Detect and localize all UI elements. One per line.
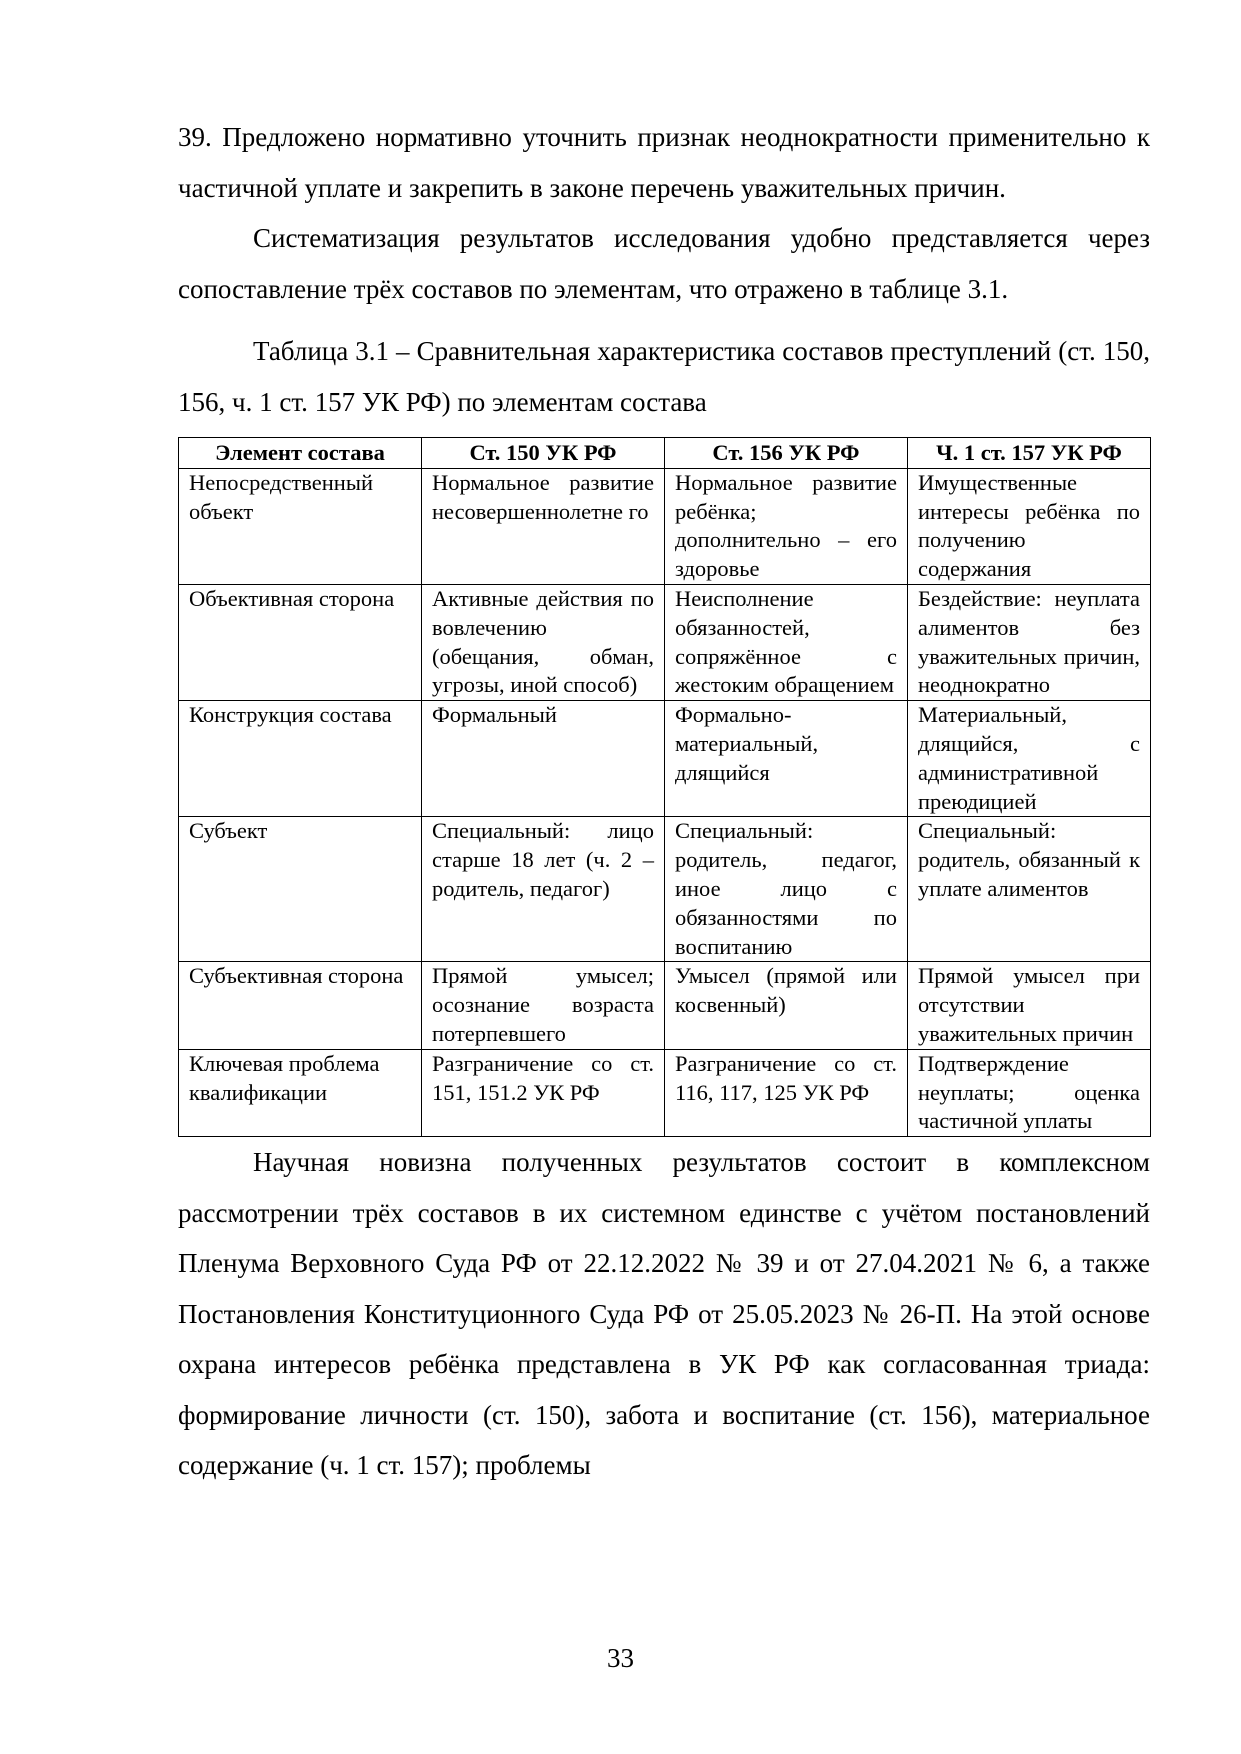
table-cell: Разграничение со ст. 116, 117, 125 УК РФ — [664, 1049, 907, 1136]
table-cell: Подтверждение неуплаты; оценка частичной уплаты — [907, 1049, 1150, 1136]
table-cell: Нормальное развитие несовершеннолетне го — [421, 468, 664, 584]
table-cell: Имущественные интересы ребёнка по получению содержания — [907, 468, 1150, 584]
table-row — [179, 584, 1151, 700]
row-label: Конструкция состава — [179, 701, 422, 817]
paragraph-scientific-novelty: Научная новизна полученных результатов состоит в комплексном рассмотрении трёх составов в их системном единстве с учётом постановлений Пленума Верховного Суда РФ от 22.12.2022 № 39 и от 27.04.2021 № 6, а также Постановления Конституционного Суда РФ от 25.05.2023 № 26-П. На этой основе охрана интересов ребёнка представлена в УК РФ как согласованная триада: формирование личности (ст. 150), забота и воспитание (ст. 156), материальное содержание (ч. 1 ст. 157); проблемы — [178, 1147, 1150, 1481]
table-cell: Формальный — [421, 701, 664, 817]
table-row — [179, 962, 1151, 1049]
paragraph-systematization: Систематизация результатов исследования удобно представляется через сопоставление трёх составов по элементам, что отражено в таблице 3.1. — [178, 223, 1150, 304]
page-number: 33 — [607, 1643, 634, 1673]
table-cell: Прямой умысел при отсутствии уважительных причин — [907, 962, 1150, 1049]
paragraph-conclusion-39: 39. Предложено нормативно уточнить признак неоднократности применительно к частичной уплате и закрепить в законе перечень уважительных причин. — [178, 122, 1150, 203]
table-cell: Бездействие: неуплата алиментов без уважительных причин, неоднократно — [907, 584, 1150, 700]
header-art-156: Ст. 156 УК РФ — [664, 438, 907, 469]
table-header-row — [179, 438, 1151, 469]
table-row — [179, 468, 1151, 584]
table-cell: Нормальное развитие ребёнка; дополнительно – его здоровье — [664, 468, 907, 584]
table-row — [179, 817, 1151, 962]
page-content — [178, 112, 1150, 1491]
table-cell: Прямой умысел; осознание возраста потерпевшего — [421, 962, 664, 1049]
table-cell: Умысел (прямой или косвенный) — [664, 962, 907, 1049]
table-row — [179, 701, 1151, 817]
table-cell: Активные действия по вовлечению (обещания, обман, угрозы, иной способ) — [421, 584, 664, 700]
table-cell: Разграничение со ст. 151, 151.2 УК РФ — [421, 1049, 664, 1136]
row-label: Непосредственный объект — [179, 468, 422, 584]
table-cell: Специальный: лицо старше 18 лет (ч. 2 – родитель, педагог) — [421, 817, 664, 962]
table-cell: Материальный, длящийся, с административной преюдицией — [907, 701, 1150, 817]
comparison-table — [178, 437, 1151, 1137]
table-row — [179, 1049, 1151, 1136]
header-element: Элемент состава — [179, 438, 422, 469]
row-label: Объективная сторона — [179, 584, 422, 700]
table-caption: Таблица 3.1 – Сравнительная характеристика составов преступлений (ст. 150, 156, ч. 1 ст. 157 УК РФ) по элементам состава — [178, 336, 1150, 417]
table-cell: Неисполнение обязанностей, сопряжённое с жестоким обращением — [664, 584, 907, 700]
header-art-157: Ч. 1 ст. 157 УК РФ — [907, 438, 1150, 469]
row-label: Субъект — [179, 817, 422, 962]
header-art-150: Ст. 150 УК РФ — [421, 438, 664, 469]
row-label: Ключевая проблема квалификации — [179, 1049, 422, 1136]
table-cell: Формально-материальный, длящийся — [664, 701, 907, 817]
table-cell: Специальный: родитель, обязанный к уплате алиментов — [907, 817, 1150, 962]
table-cell: Специальный: родитель, педагог, иное лицо с обязанностями по воспитанию — [664, 817, 907, 962]
row-label: Субъективная сторона — [179, 962, 422, 1049]
